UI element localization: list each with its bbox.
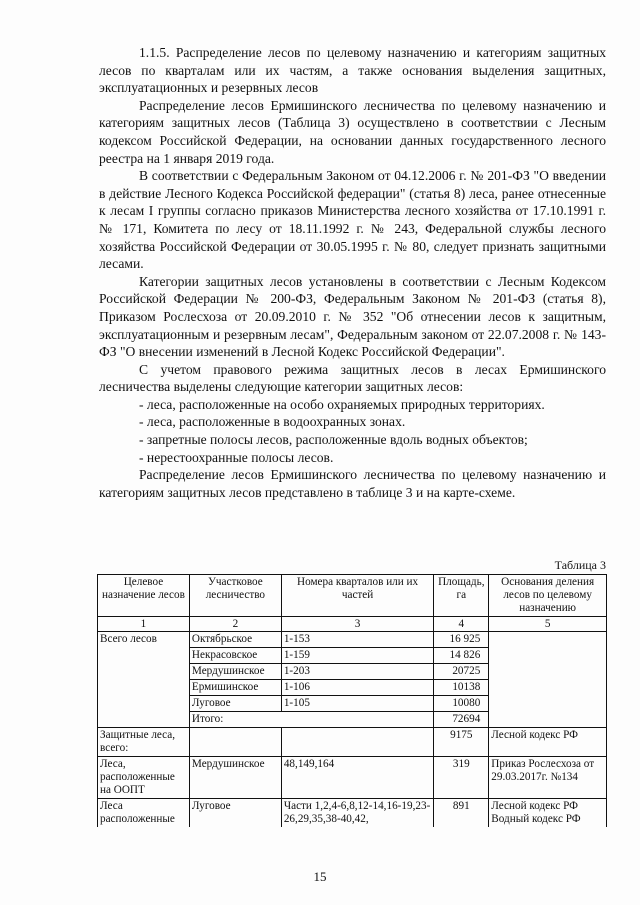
column-number-row xyxy=(98,617,607,632)
area-cell: 20725 xyxy=(434,664,489,680)
oopt-row xyxy=(98,757,607,799)
header-cell: Площадь, га xyxy=(434,575,489,617)
header-cell: Участковое лесничество xyxy=(189,575,281,617)
oopt-quarters: 48,149,164 xyxy=(281,757,433,799)
table-header-row xyxy=(98,575,607,617)
paragraph-5: Распределение лесов Ермишинского лесничества по целевому назначению и категориям защитных лесов представлено в таблице 3 и на карте-схеме. xyxy=(99,467,606,500)
quarters-cell: 1-159 xyxy=(281,648,433,664)
protective-basis: Лесной кодекс РФ xyxy=(489,728,607,757)
water-basis-line: Водный кодекс РФ xyxy=(491,813,581,825)
district-cell: Ермишинское xyxy=(189,680,281,696)
table-row xyxy=(98,632,607,648)
itogo-label: Итого: xyxy=(189,712,433,728)
area-cell: 16 925 xyxy=(434,632,489,648)
column-number: 2 xyxy=(189,617,281,632)
table-caption: Таблица 3 xyxy=(554,558,606,572)
water-quarters: Части 1,2,4-6,8,12-14,16-19,23-26,29,35,38-40,42, xyxy=(281,799,433,828)
forest-distribution-table xyxy=(97,574,607,827)
water-basis-line: Лесной кодекс РФ xyxy=(491,800,578,812)
header-cell: Номера кварталов или их частей xyxy=(281,575,433,617)
basis-cell-empty xyxy=(489,632,607,728)
column-number: 1 xyxy=(98,617,190,632)
protective-label: Защитные леса, всего: xyxy=(98,728,190,757)
water-basis xyxy=(489,799,607,828)
area-cell: 10138 xyxy=(434,680,489,696)
paragraph-1: Распределение лесов Ермишинского лесничества по целевому назначению и категориям защитных лесов (Таблица 3) осуществлено в соответствии с Лесным кодексом Российской Федерации, на основании данных государственного лесного реестра на 1 января 2019 года. xyxy=(99,97,606,166)
list-item: - леса, расположенные в водоохранных зонах. xyxy=(139,414,406,430)
section-heading: 1.1.5. Распределение лесов по целевому назначению и категориям защитных лесов по кварталам или их частям, а также основания выделения защитных, эксплуатационных и резервных лесов xyxy=(99,45,606,96)
protective-row xyxy=(98,728,607,757)
district-cell: Мердушинское xyxy=(189,664,281,680)
column-number: 5 xyxy=(489,617,607,632)
page-number: 15 xyxy=(313,869,327,884)
district-cell: Октябрьское xyxy=(189,632,281,648)
water-district: Луговое xyxy=(189,799,281,828)
column-number: 3 xyxy=(281,617,433,632)
oopt-district: Мердушинское xyxy=(189,757,281,799)
total-label-cell: Всего лесов xyxy=(98,632,190,728)
header-cell: Целевое назначение лесов xyxy=(98,575,190,617)
water-area: 891 xyxy=(434,799,489,828)
quarters-cell: 1-153 xyxy=(281,632,433,648)
list-item: - леса, расположенные на особо охраняемых природных территориях. xyxy=(139,396,545,412)
area-cell: 10080 xyxy=(434,696,489,712)
oopt-basis: Приказ Рослесхоза от 29.03.2017г. №134 xyxy=(489,757,607,799)
empty-cell xyxy=(189,728,281,757)
paragraph-4: С учетом правового режима защитных лесов в лесах Ермишинского лесничества выделены следующие категории защитных лесов: xyxy=(99,361,606,395)
oopt-area: 319 xyxy=(434,757,489,799)
water-row xyxy=(98,799,607,828)
empty-cell xyxy=(281,728,433,757)
itogo-area: 72694 xyxy=(434,712,489,728)
protective-area: 9175 xyxy=(434,728,489,757)
list-item: - нерестоохранные полосы лесов. xyxy=(139,449,334,465)
header-cell: Основания деления лесов по целевому назначению xyxy=(489,575,607,617)
area-cell: 14 826 xyxy=(434,648,489,664)
paragraph-2: В соответствии с Федеральным Законом от 04.12.2006 г. № 201-ФЗ "О введении в действие Лесного Кодекса Российской федерации" (статья 8) леса, ранее отнесенные к лесам I группы согласно приказов Министерства лесного хозяйства от 17.10.1991 г. № 171, Комитета по лесу от 18.11.1992 г. № 243, Федеральной службы лесного хозяйства Российской Федерации от 30.05.1995 г. № 80, следует признать защитными лесами. xyxy=(99,168,606,272)
quarters-cell: 1-106 xyxy=(281,680,433,696)
column-number: 4 xyxy=(434,617,489,632)
oopt-label: Леса, расположенные на ООПТ xyxy=(98,757,190,799)
district-cell: Луговое xyxy=(189,696,281,712)
quarters-cell: 1-105 xyxy=(281,696,433,712)
paragraph-3: Категории защитных лесов установлены в соответствии с Лесным Кодексом Российской Федерации № 200-ФЗ, Федеральным Законом № 201-ФЗ (статья 8), Приказом Рослесхоза от 20.09.2010 г. № 352 "Об отнесении лесов к защитным, эксплуатационным и резервным лесам", Федеральным законом от 22.07.2008 г. № 143-ФЗ "О внесении изменений в Лесной Кодекс Российской Федерации". xyxy=(99,273,606,360)
water-label: Леса расположенные xyxy=(98,799,190,828)
list-item: - запретные полосы лесов, расположенные вдоль водных объектов; xyxy=(139,432,528,448)
quarters-cell: 1-203 xyxy=(281,664,433,680)
body-text xyxy=(99,44,606,501)
district-cell: Некрасовское xyxy=(189,648,281,664)
